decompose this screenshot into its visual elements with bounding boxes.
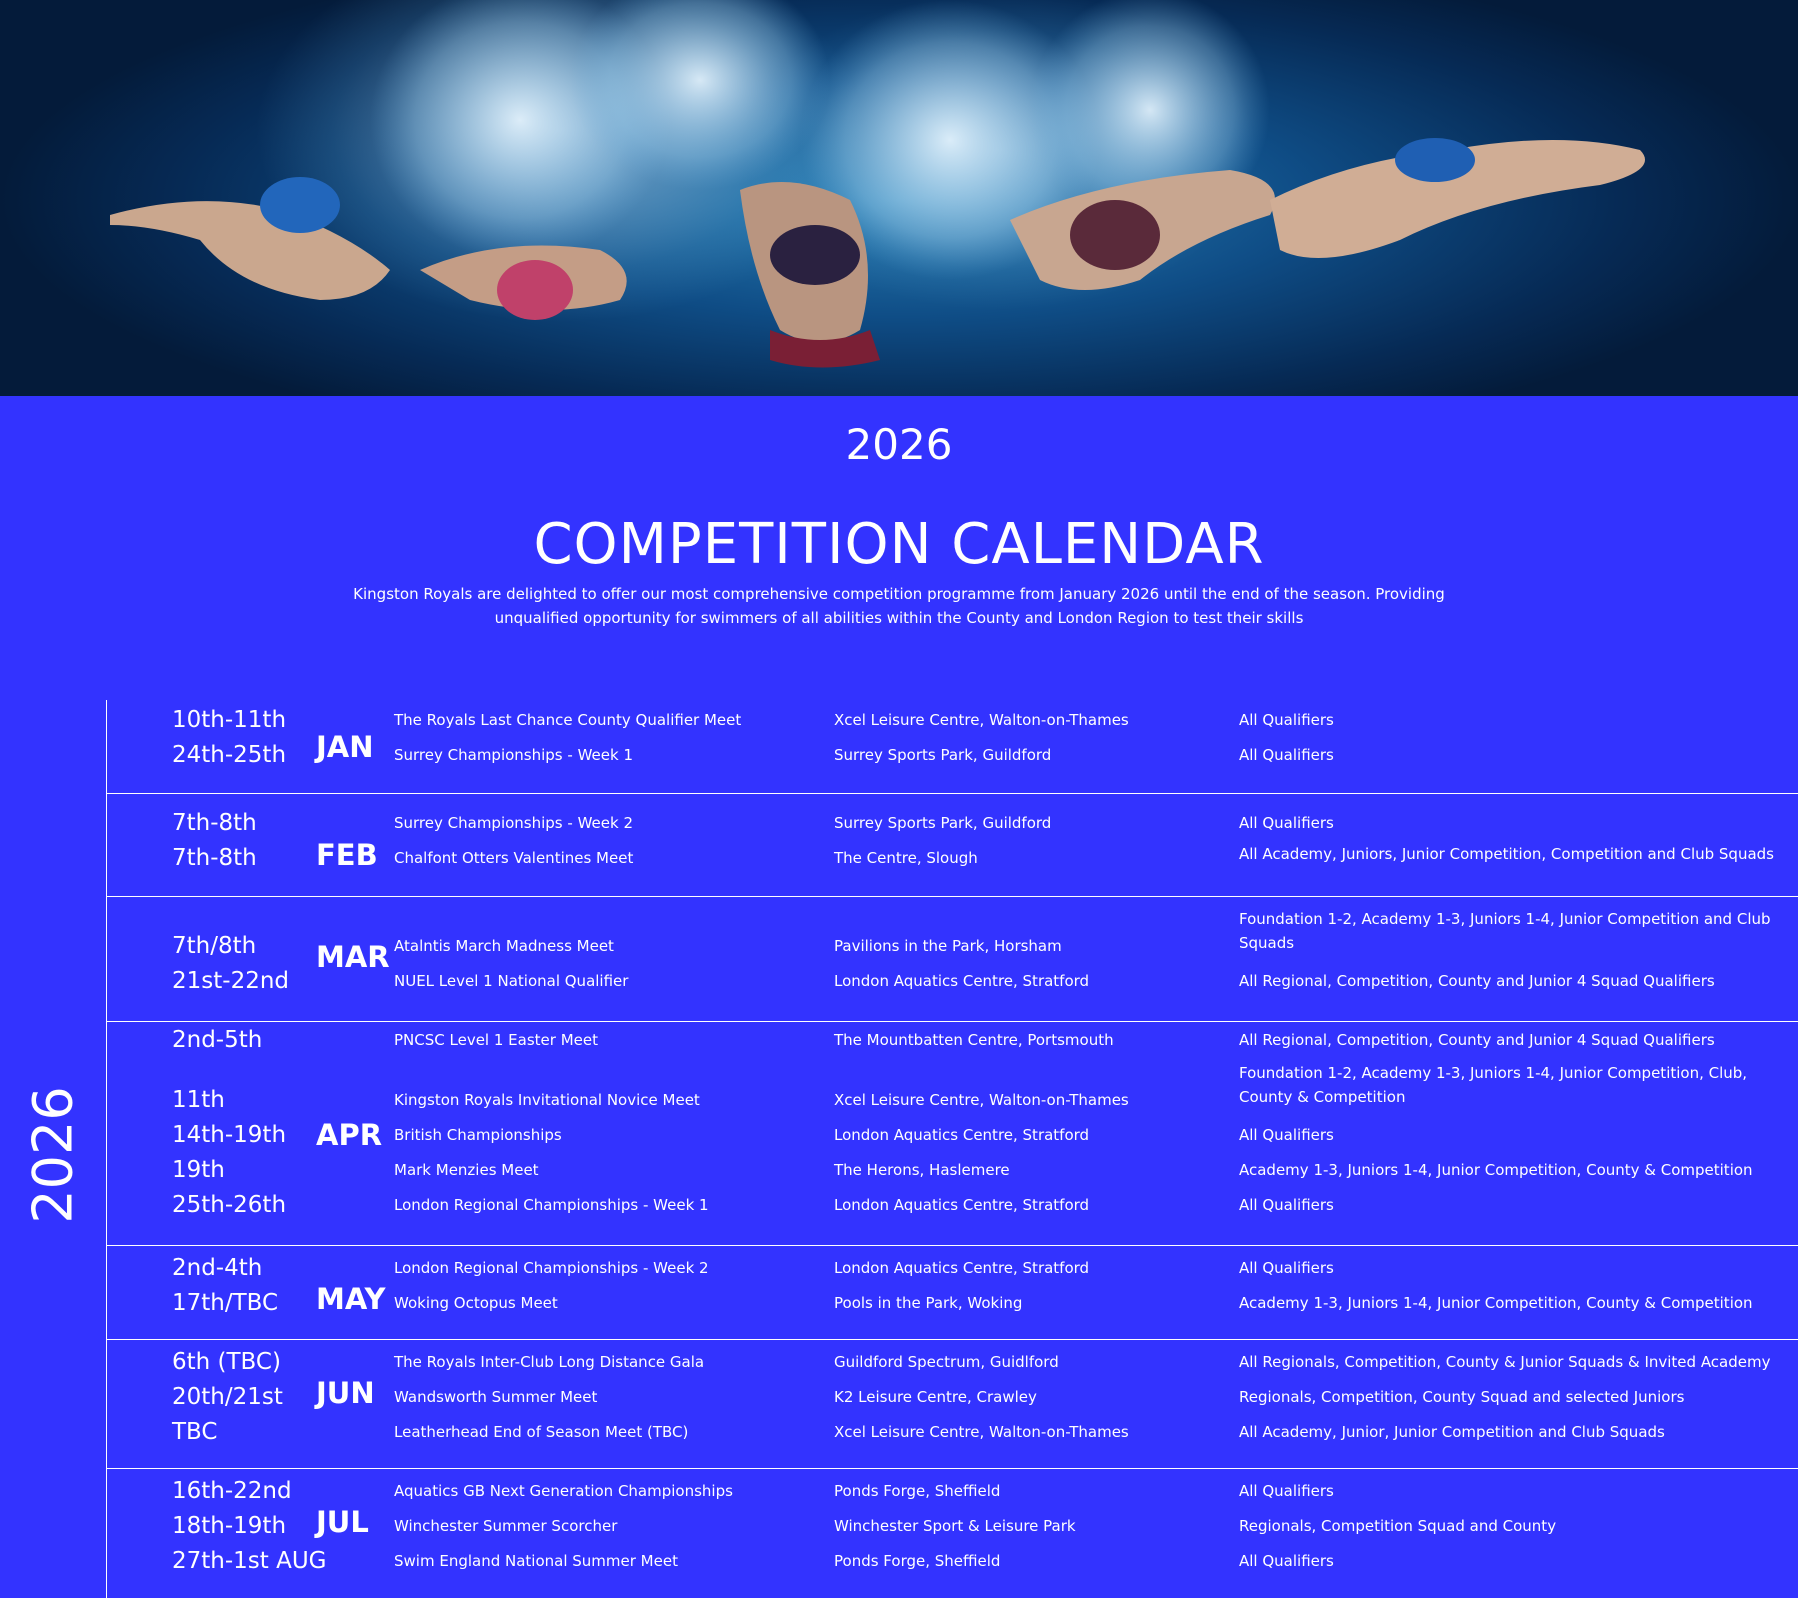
- event-venue: Xcel Leisure Centre, Walton-on-Thames: [834, 1423, 1129, 1441]
- swimmer-2: [420, 246, 627, 321]
- event-date: 18th-19th: [172, 1513, 287, 1539]
- event-date: TBC: [172, 1419, 218, 1445]
- event-row: [107, 1509, 1798, 1543]
- month-label: JUL: [316, 1505, 369, 1539]
- event-row: [107, 806, 1798, 840]
- event-meet: PNCSC Level 1 Easter Meet: [394, 1031, 598, 1049]
- event-squads: All Regional, Competition, County and Junior 4 Squad Qualifiers: [1239, 972, 1715, 990]
- event-meet: Kingston Royals Invitational Novice Meet: [394, 1091, 700, 1109]
- event-row: [107, 1380, 1798, 1414]
- event-meet: Mark Menzies Meet: [394, 1161, 539, 1179]
- event-venue: Ponds Forge, Sheffield: [834, 1482, 1001, 1500]
- event-venue: Winchester Sport & Leisure Park: [834, 1517, 1076, 1535]
- event-meet: Woking Octopus Meet: [394, 1294, 558, 1312]
- event-date: 27th-1st AUG: [172, 1548, 327, 1574]
- event-squads: All Qualifiers: [1239, 1196, 1334, 1214]
- event-meet: The Royals Last Chance County Qualifier Meet: [394, 711, 742, 729]
- event-row: [107, 1474, 1798, 1508]
- event-squads: All Academy, Juniors, Junior Competition, Competition and Club Squads: [1239, 845, 1774, 863]
- event-date: 6th (TBC): [172, 1349, 281, 1375]
- event-meet: Winchester Summer Scorcher: [394, 1517, 618, 1535]
- event-row: [107, 1188, 1798, 1222]
- event-squads: All Qualifiers: [1239, 1552, 1334, 1570]
- swimmers-illustration: [0, 0, 1798, 396]
- event-venue: Xcel Leisure Centre, Walton-on-Thames: [834, 711, 1129, 729]
- event-venue: Pools in the Park, Woking: [834, 1294, 1023, 1312]
- event-meet: Surrey Championships - Week 1: [394, 746, 633, 764]
- event-row: [107, 738, 1798, 772]
- event-venue: London Aquatics Centre, Stratford: [834, 1196, 1090, 1214]
- month-block-feb: [107, 794, 1798, 897]
- event-meet: NUEL Level 1 National Qualifier: [394, 972, 629, 990]
- event-squads: Academy 1-3, Juniors 1-4, Junior Competition, County & Competition: [1239, 1161, 1753, 1179]
- side-year-label: [8, 1086, 98, 1224]
- month-label: JAN: [316, 730, 374, 764]
- event-date: 2nd-5th: [172, 1027, 263, 1053]
- event-squads: All Qualifiers: [1239, 814, 1334, 832]
- event-squads: All Qualifiers: [1239, 1482, 1334, 1500]
- side-year-text: 2026: [21, 1086, 85, 1224]
- swimmer-5: [1270, 138, 1645, 258]
- event-date: 17th/TBC: [172, 1290, 279, 1316]
- event-squads: Foundation 1-2, Academy 1-3, Juniors 1-4, Junior Competition, Club, County & Competition: [1239, 1064, 1748, 1106]
- event-venue: The Centre, Slough: [834, 849, 978, 867]
- event-venue: Xcel Leisure Centre, Walton-on-Thames: [834, 1091, 1129, 1109]
- event-squads: All Qualifiers: [1239, 1259, 1334, 1277]
- event-row: [107, 1153, 1798, 1187]
- event-row: [107, 1251, 1798, 1285]
- event-date: 2nd-4th: [172, 1255, 263, 1281]
- event-meet: London Regional Championships - Week 2: [394, 1259, 709, 1277]
- event-squads: Academy 1-3, Juniors 1-4, Junior Competition, County & Competition: [1239, 1294, 1753, 1312]
- month-block-jul: [107, 1469, 1798, 1598]
- event-meet: Swim England National Summer Meet: [394, 1552, 678, 1570]
- event-venue: London Aquatics Centre, Stratford: [834, 972, 1090, 990]
- event-squads: All Qualifiers: [1239, 711, 1334, 729]
- event-venue: Surrey Sports Park, Guildford: [834, 746, 1052, 764]
- month-block-jun: [107, 1340, 1798, 1469]
- event-venue: Surrey Sports Park, Guildford: [834, 814, 1052, 832]
- event-squads: All Regional, Competition, County and Junior 4 Squad Qualifiers: [1239, 1031, 1715, 1049]
- event-date: 24th-25th: [172, 742, 287, 768]
- event-squads: Regionals, Competition Squad and County: [1239, 1517, 1557, 1535]
- event-venue: K2 Leisure Centre, Crawley: [834, 1388, 1037, 1406]
- month-label: MAR: [316, 940, 390, 974]
- event-squads: All Regionals, Competition, County & Junior Squads & Invited Academy: [1239, 1353, 1771, 1371]
- page-title: COMPETITION CALENDAR: [533, 512, 1265, 577]
- event-date: 20th/21st: [172, 1384, 283, 1410]
- month-label: MAY: [316, 1282, 386, 1316]
- event-squads: All Qualifiers: [1239, 1126, 1334, 1144]
- event-meet: Atalntis March Madness Meet: [394, 937, 614, 955]
- event-venue: The Herons, Haslemere: [834, 1161, 1010, 1179]
- event-meet: Wandsworth Summer Meet: [394, 1388, 598, 1406]
- month-block-mar: [107, 897, 1798, 1022]
- event-row: [107, 1064, 1798, 1117]
- month-block-apr: [107, 1022, 1798, 1246]
- event-row: [107, 1544, 1798, 1578]
- event-venue: Pavilions in the Park, Horsham: [834, 937, 1062, 955]
- event-venue: London Aquatics Centre, Stratford: [834, 1259, 1090, 1277]
- event-date: 10th-11th: [172, 707, 287, 733]
- event-row: [107, 1415, 1798, 1449]
- event-squads: All Academy, Junior, Junior Competition and Club Squads: [1239, 1423, 1665, 1441]
- event-meet: Surrey Championships - Week 2: [394, 814, 633, 832]
- event-venue: Ponds Forge, Sheffield: [834, 1552, 1001, 1570]
- event-meet: London Regional Championships - Week 1: [394, 1196, 709, 1214]
- event-row: [107, 1286, 1798, 1320]
- event-row: [107, 703, 1798, 737]
- event-venue: Guildford Spectrum, Guidlford: [834, 1353, 1059, 1371]
- month-label: APR: [316, 1118, 383, 1152]
- hero-banner-image: [0, 0, 1798, 396]
- page-year: 2026: [845, 420, 953, 469]
- month-block-jan: [107, 700, 1798, 794]
- event-date: 7th-8th: [172, 845, 257, 871]
- event-squads: Foundation 1-2, Academy 1-3, Juniors 1-4, Junior Competition and Club Squads: [1239, 910, 1771, 952]
- intro-text: Kingston Royals are delighted to offer our most comprehensive competition programme from January 2026 until the end of the season. Providing unqualified opportunity for swimmers of all abilities within the County and London Region to test their skills: [353, 585, 1445, 627]
- event-squads: Regionals, Competition, County Squad and selected Juniors: [1239, 1388, 1685, 1406]
- event-meet: Aquatics GB Next Generation Championships: [394, 1482, 733, 1500]
- event-meet: Chalfont Otters Valentines Meet: [394, 849, 634, 867]
- event-venue: The Mountbatten Centre, Portsmouth: [834, 1031, 1114, 1049]
- month-label: FEB: [316, 838, 378, 872]
- event-row: [107, 1023, 1798, 1057]
- event-row: [107, 910, 1798, 963]
- event-row: [107, 964, 1798, 998]
- event-meet: British Championships: [394, 1126, 562, 1144]
- event-date: 7th/8th: [172, 933, 257, 959]
- event-date: 25th-26th: [172, 1192, 287, 1218]
- event-date: 14th-19th: [172, 1122, 287, 1148]
- event-date: 7th-8th: [172, 810, 257, 836]
- event-meet: Leatherhead End of Season Meet (TBC): [394, 1423, 689, 1441]
- month-label: JUN: [316, 1376, 375, 1410]
- month-block-may: [107, 1246, 1798, 1340]
- event-date: 11th: [172, 1087, 225, 1113]
- event-venue: London Aquatics Centre, Stratford: [834, 1126, 1090, 1144]
- event-squads: All Qualifiers: [1239, 746, 1334, 764]
- event-row: [107, 1345, 1798, 1379]
- event-date: 16th-22nd: [172, 1478, 292, 1504]
- event-row: [107, 841, 1798, 875]
- event-meet: The Royals Inter-Club Long Distance Gala: [394, 1353, 705, 1371]
- swimmer-1: [110, 177, 390, 300]
- event-row: [107, 1118, 1798, 1152]
- event-date: 19th: [172, 1157, 225, 1183]
- event-date: 21st-22nd: [172, 968, 290, 994]
